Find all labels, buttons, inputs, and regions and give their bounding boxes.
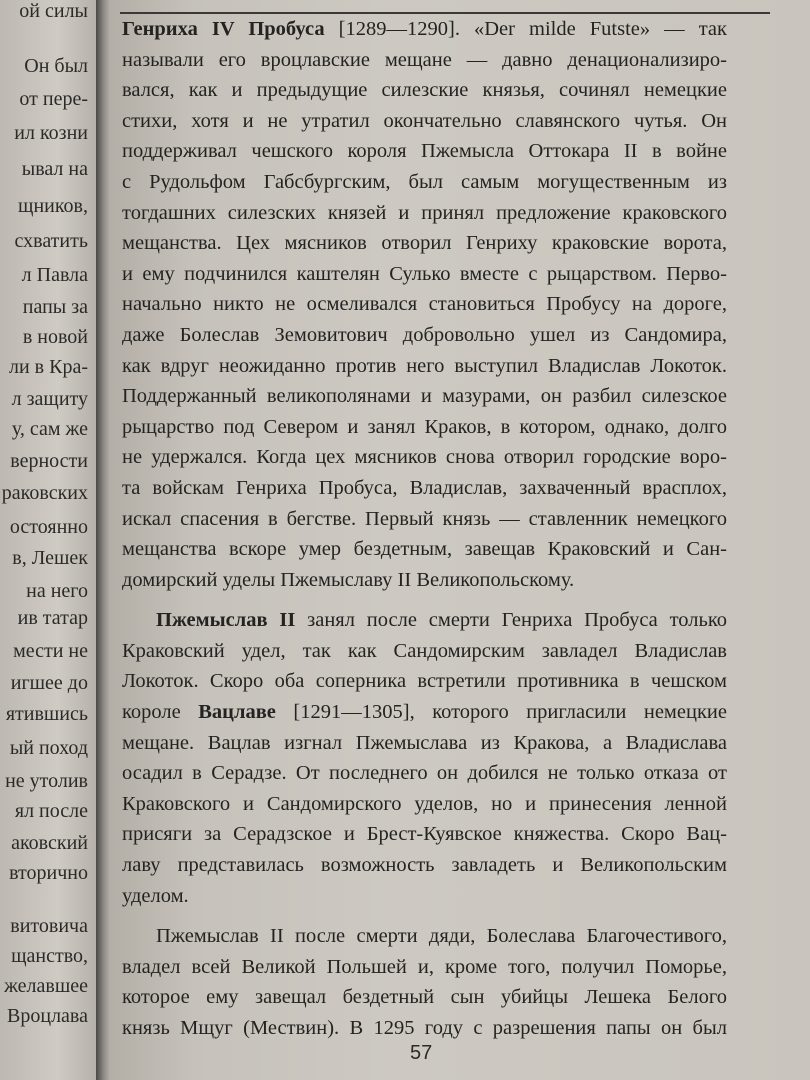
left-page-text-fragment: витовича bbox=[10, 915, 88, 937]
text-line: поддерживал чешского короля Пжемысла Оттокара II в войне bbox=[122, 140, 727, 163]
right-page bbox=[110, 0, 810, 1080]
left-page-text-fragment: раковских bbox=[1, 482, 88, 504]
page-number: 57 bbox=[410, 1042, 433, 1064]
left-page-text-fragment: щников, bbox=[18, 195, 88, 217]
book-gutter bbox=[96, 0, 110, 1080]
left-page-text-fragment: ял после bbox=[14, 800, 88, 822]
ruler-name: Пжемыслав II bbox=[156, 609, 296, 632]
left-page-text-fragment: в новой bbox=[22, 326, 88, 348]
ruler-name: Генриха IV Пробуса bbox=[122, 18, 325, 40]
text-line: присяги за Серадзское и Брест-Куявское княжества. Скоро Вац- bbox=[122, 823, 727, 846]
text-line: тогдашних силезских князей и принял предложение краковского bbox=[122, 201, 727, 224]
text-line: Поддержанный великополянами и мазурами, он разбил силезское bbox=[122, 385, 727, 408]
text-line: Краковского и Сандомирского уделов, но и принесения ленной bbox=[122, 792, 727, 815]
text-line: осадил в Серадзе. От последнего он добился не только отказа от bbox=[122, 762, 727, 785]
text-line: Пжемыслав II занял после смерти Генриха Пробуса только bbox=[156, 609, 728, 632]
left-page-text-fragment: ли в Кра- bbox=[8, 356, 88, 378]
text-line: уделом. bbox=[122, 884, 189, 907]
text-line: стихи, хотя и не утратил окончательно славянского чутья. Он bbox=[122, 109, 727, 132]
left-page-text-fragment: на него bbox=[26, 580, 88, 602]
text-line: Краковский удел, так как Сандомирским завладел Владислав bbox=[122, 639, 727, 662]
text-line: которое ему завещал бездетный сын убийцы Лешека Белого bbox=[122, 986, 727, 1009]
left-page-text-fragment: остоянно bbox=[9, 516, 88, 538]
ruler-name: Вацлаве bbox=[198, 701, 276, 724]
left-page-fragment bbox=[0, 0, 96, 1080]
text-line: князь Мщуг (Мествин). В 1295 году с разрешения папы он был bbox=[122, 1017, 727, 1039]
left-page-text-fragment: ый поход bbox=[9, 737, 88, 759]
left-page-text-fragment: аковский bbox=[11, 832, 88, 854]
text-line: рыцарство под Севером и занял Краков, в котором, однако, долго bbox=[122, 415, 727, 438]
left-page-text-fragment: щанство, bbox=[11, 945, 88, 967]
left-page-text-fragment: желавшее bbox=[4, 975, 88, 997]
text-line: домирский уделы Пжемыславу II Великопольскому. bbox=[122, 568, 575, 591]
text-line: мещане. Вацлав изгнал Пжемыслава из Кракова, а Владислава bbox=[122, 731, 727, 754]
paragraph-3 bbox=[122, 921, 727, 1043]
text-line: владел всей Великой Польшей и, кроме того, получил Поморье, bbox=[122, 955, 727, 978]
left-page-text-fragment: верности bbox=[10, 450, 88, 472]
left-page-text-fragment: л защиту bbox=[11, 388, 88, 410]
text-line: Локоток. Скоро оба соперника встретили противника в чешском bbox=[122, 670, 727, 693]
paragraph-2 bbox=[122, 605, 727, 911]
paragraph-1 bbox=[122, 14, 727, 595]
left-page-text-fragment: от пере- bbox=[19, 88, 88, 110]
left-page-text-fragment: не утолив bbox=[5, 770, 88, 792]
text-line: называли его вроцлавские мещане — давно денационализиро- bbox=[122, 48, 727, 71]
text-line: искал спасения в бегстве. Первый князь — ставленник немецкого bbox=[122, 507, 727, 530]
left-page-text-fragment: Вроцлава bbox=[7, 1005, 88, 1027]
page-body bbox=[122, 14, 727, 1044]
left-page-text-fragment: ив татар bbox=[17, 607, 88, 629]
text-line: даже Болеслав Земовитович добровольно ушел из Сандомира, bbox=[122, 323, 727, 346]
left-page-text-fragment: схватить bbox=[14, 230, 88, 252]
left-page-text-fragment: мести не bbox=[13, 640, 88, 662]
left-page-text-fragment: Он был bbox=[24, 55, 88, 77]
left-page-text-fragment: ывал на bbox=[21, 158, 88, 180]
left-page-text-fragment: ил козни bbox=[14, 122, 88, 144]
left-page-text-fragment: вторично bbox=[9, 862, 88, 884]
left-page-text-fragment: игшее до bbox=[10, 672, 88, 694]
text-line: та войскам Генриха Пробуса, Владислав, захваченный врасплох, bbox=[122, 476, 727, 499]
left-page-text-fragment: в, Лешек bbox=[12, 547, 88, 569]
left-page-text-fragment: ятившись bbox=[5, 703, 88, 725]
left-page-text-fragment: л Павла bbox=[21, 264, 88, 286]
text-line: с Рудольфом Габсбургским, был самым могущественным из bbox=[122, 170, 727, 193]
text-line: начально никто не осмеливался становиться Пробусу на дороге, bbox=[122, 293, 727, 316]
text-line: короле Вацлаве [1291—1305], которого пригласили немецкие bbox=[122, 701, 728, 724]
text-line: лаву представилась возможность завладеть и Великопольским bbox=[122, 854, 727, 877]
text-line: и ему подчинился каштелян Сулько вместе с рыцарством. Перво- bbox=[122, 262, 727, 285]
text-line: мещанства. Цех мясников отворил Генриху краковские ворота, bbox=[122, 232, 727, 255]
left-page-text-fragment: папы за bbox=[22, 296, 88, 318]
text-line: вался, как и предыдущие силезские князья, сочинял немецкие bbox=[122, 79, 727, 102]
text-line: как вдруг неожиданно против него выступил Владислав Локоток. bbox=[122, 354, 727, 377]
left-page-text-fragment: ой силы bbox=[19, 0, 88, 22]
left-page-text-fragment: у, сам же bbox=[11, 418, 88, 440]
text-line: Генриха IV Пробуса [1289—1290]. «Der milde Futste» — так bbox=[122, 18, 727, 40]
text-line: мещанства вскоре умер бездетным, завещав Краковский и Сан- bbox=[122, 538, 727, 561]
text-line: не удержался. Когда цех мясников снова отворил городские воро- bbox=[122, 446, 727, 469]
text-line: Пжемыслав II после смерти дяди, Болеслава Благочестивого, bbox=[156, 925, 727, 948]
